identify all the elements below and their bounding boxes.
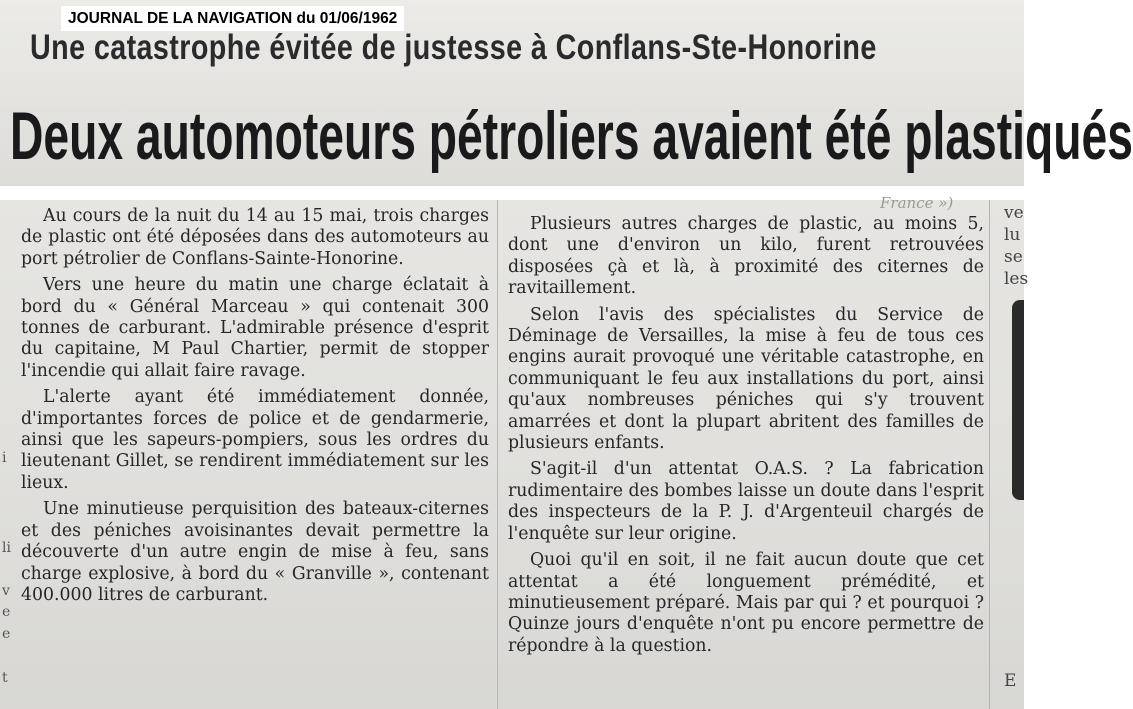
headline-strip — [0, 0, 1133, 186]
paragraph: S'agit-il d'un attentat O.A.S. ? La fabrication rudimentaire des bombes laisse un doute dans l'esprit des inspecteurs de la P. J. d'Argenteuil chargés de l'enquête sur leur origine. — [508, 459, 984, 544]
left-column-fragment — [0, 200, 14, 709]
strip-gap — [0, 186, 1024, 200]
article-title: Deux automoteurs pétroliers avaient été plastiqués — [10, 98, 1133, 174]
edge-glyph: les — [1004, 269, 1029, 289]
article-column-1 — [21, 206, 489, 611]
paragraph: Une minutieuse perquisition des bateaux-citernes et des péniches avoisinantes devait permettre la découverte d'un autre engin de mise à feu, sans charge explosive, à bord du « Granville », contenant 400.000 litres de carburant. — [21, 499, 489, 605]
faded-fragment: France ») — [880, 194, 954, 212]
edge-glyph: E — [1004, 671, 1017, 691]
edge-glyph: se — [1004, 247, 1023, 267]
edge-glyph: i — [2, 450, 7, 466]
edge-glyph: ve — [1004, 203, 1024, 223]
edge-glyph: li — [2, 540, 11, 556]
edge-glyph: lu — [1004, 225, 1021, 245]
paragraph: Au cours de la nuit du 14 au 15 mai, trois charges de plastic ont été déposées dans des automoteurs au port pétrolier de Conflans-Sainte-Honorine. — [21, 206, 489, 269]
edge-glyph: v — [2, 583, 10, 599]
source-label: JOURNAL DE LA NAVIGATION du 01/06/1962 — [61, 6, 404, 31]
article-body — [0, 194, 1029, 709]
edge-glyph: e — [2, 626, 11, 642]
edge-glyph: e — [2, 604, 11, 620]
paragraph: L'alerte ayant été immédiatement donnée, d'importantes forces de police et de gendarmerie, ainsi que les sapeurs-pompiers, sous les ordres du lieutenant Gillet, se rendirent immédiatement sur les lieux. — [21, 387, 489, 493]
adjacent-image-fragment — [1012, 300, 1024, 500]
paragraph: Vers une heure du matin une charge éclatait à bord du « Général Marceau » qui contenait 300 tonnes de carburant. L'admirable présence d'esprit du capitaine, M Paul Chartier, permit de stopper l'incendie qui allait faire ravage. — [21, 275, 489, 381]
column-divider — [497, 200, 498, 709]
paragraph: Plusieurs autres charges de plastic, au moins 5, dont une d'environ un kilo, furent retrouvées disposées çà et là, à proximité des citernes de ravitaillement. — [508, 214, 984, 299]
paragraph: Selon l'avis des spécialistes du Service de Déminage de Versailles, la mise à feu de tous ces engins aurait provoqué une véritable catastrophe, en communiquant le feu aux installations du port, ainsi qu'aux nombreuses péniches qui s'y trouvent amarrées et dont la plupart abritent des familles de plusieurs enfants. — [508, 304, 984, 454]
paragraph: Quoi qu'il en soit, il ne fait aucun doute que cet attentat a été longuement prémédité, et minutieusement préparé. Mais par qui ? et pourquoi ? Quinze jours d'enquête n'ont pu encore permettre de répondre à la question. — [508, 550, 984, 656]
article-subtitle: Une catastrophe évitée de justesse à Conflans-Ste-Honorine — [30, 28, 877, 67]
edge-glyph: t — [2, 670, 8, 686]
article-column-2 — [508, 214, 984, 662]
column-divider — [989, 200, 990, 709]
